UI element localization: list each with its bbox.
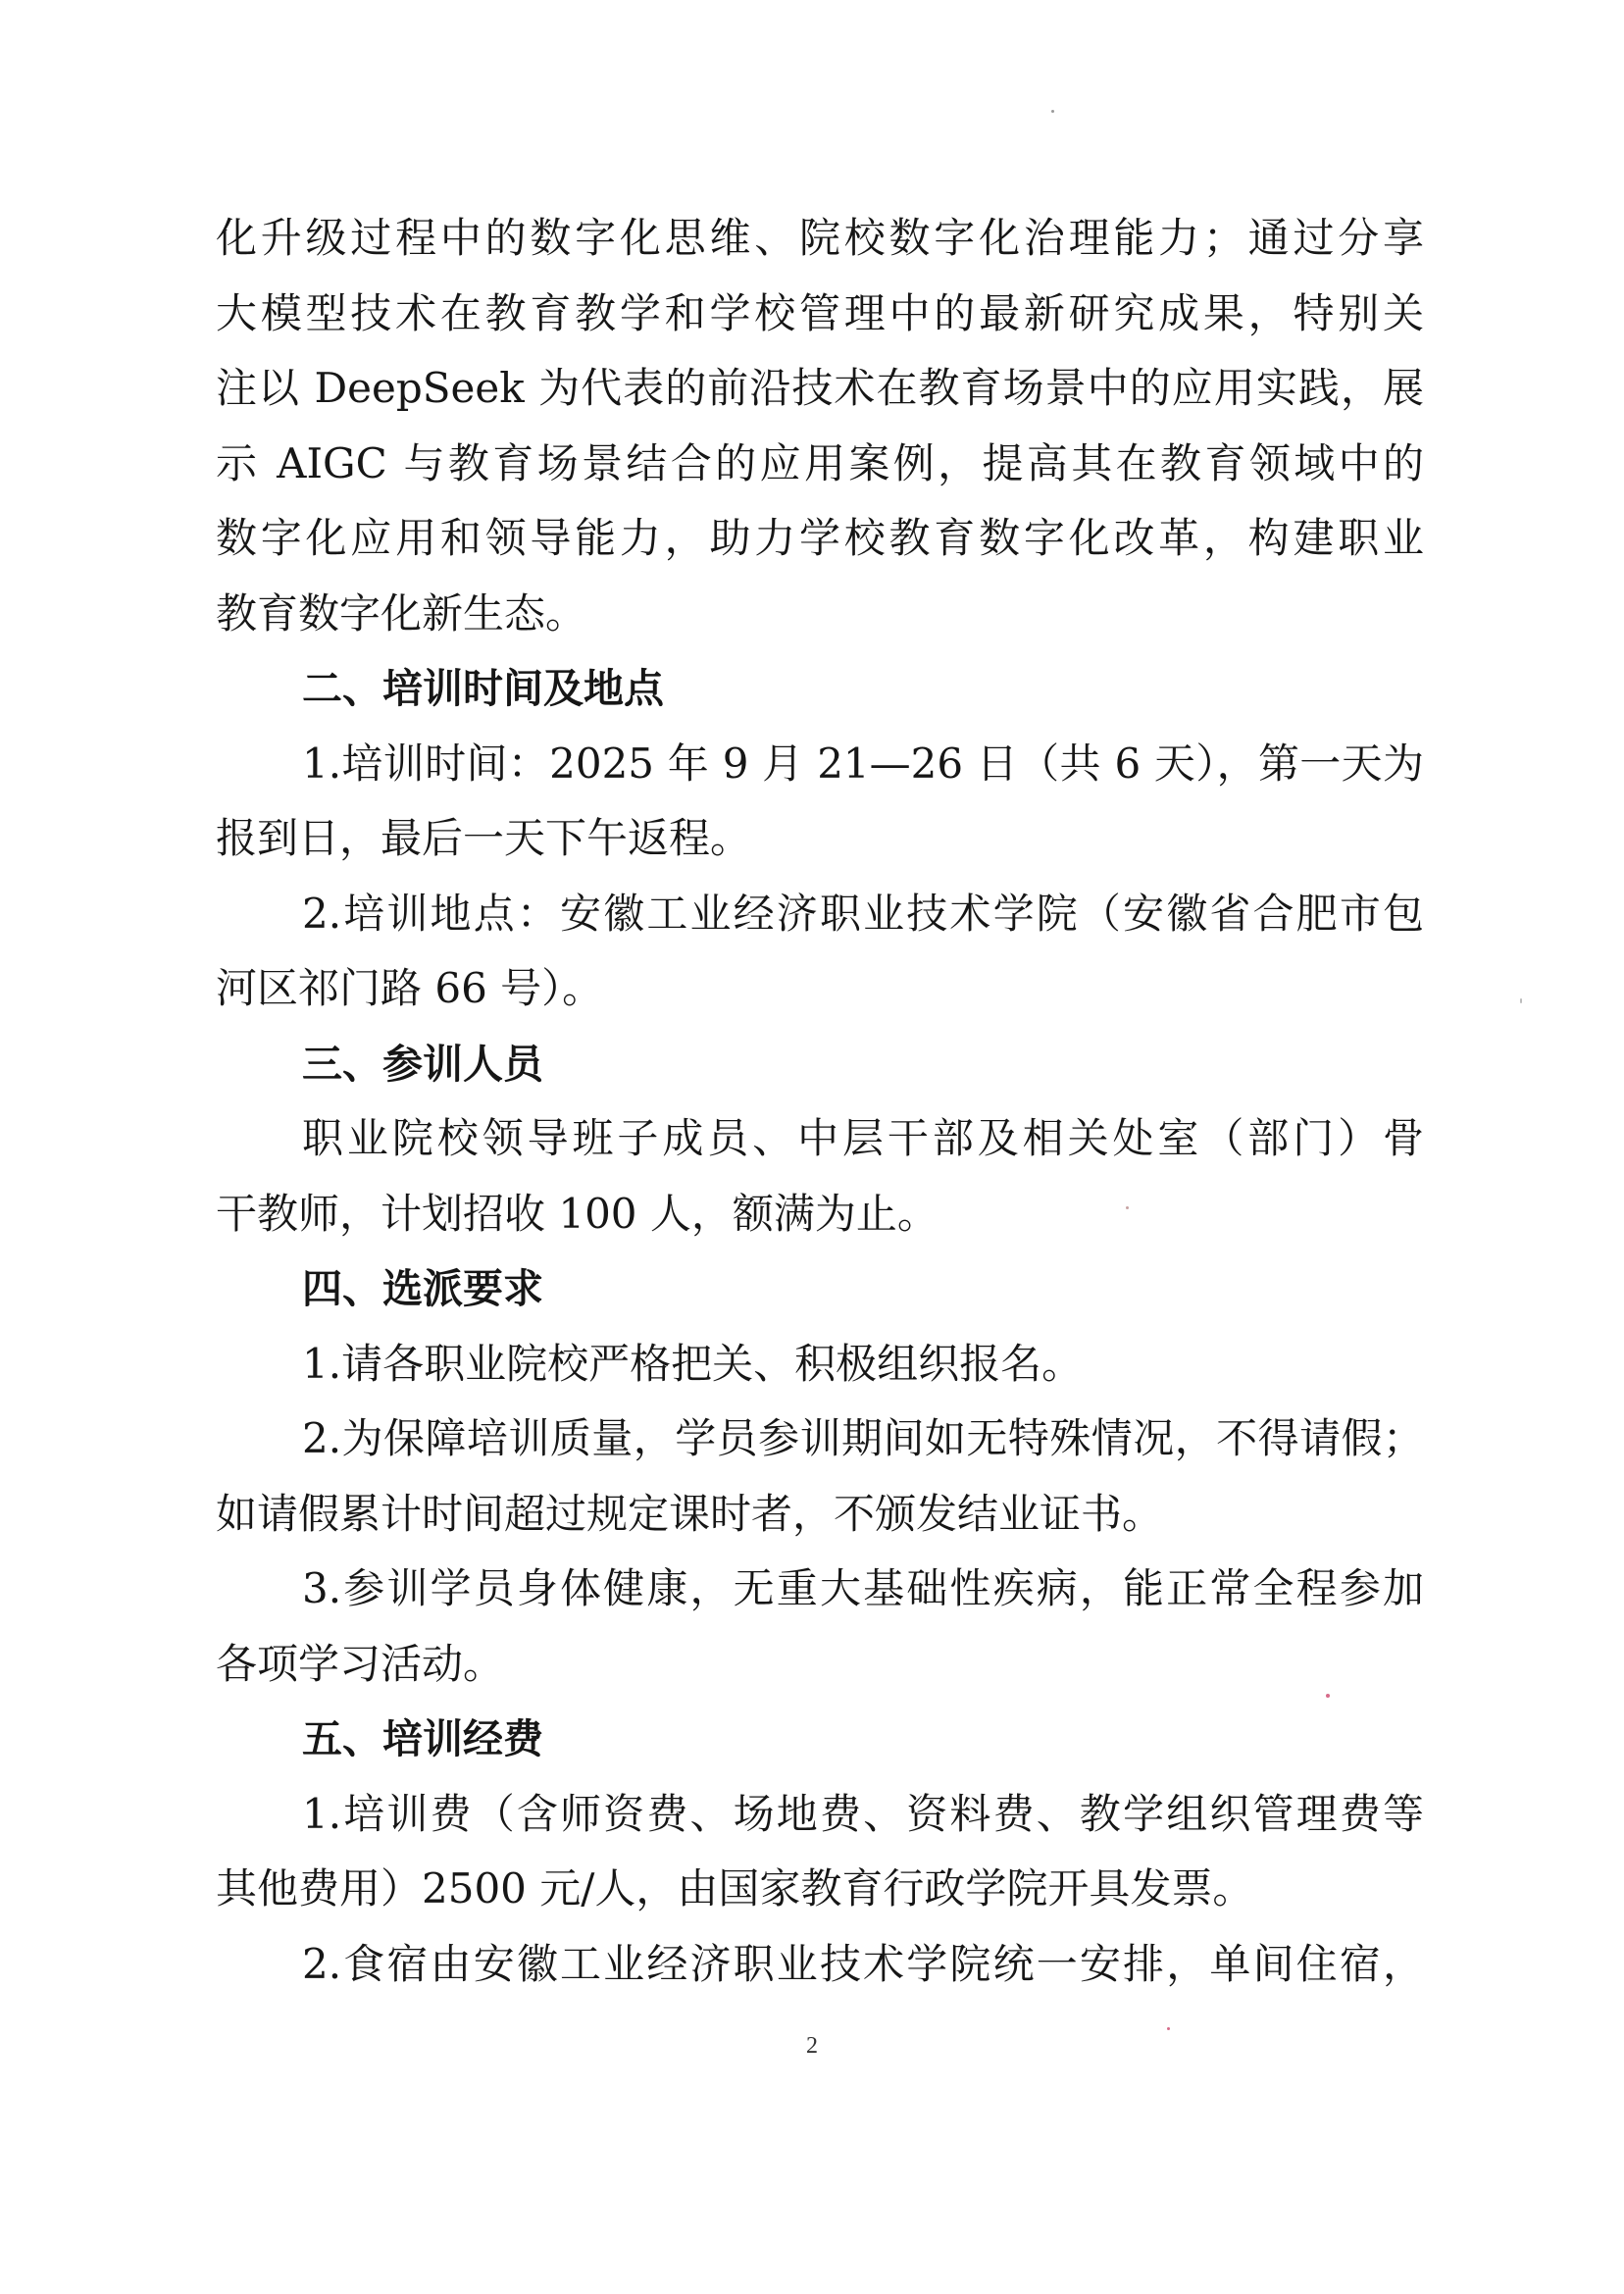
scan-speck	[1051, 110, 1054, 113]
body-line: 1.培训时间：2025 年 9 月 21—26 日（共 6 天），第一天为	[302, 739, 1424, 788]
page-number: 2	[806, 2033, 818, 2059]
body-line: 1.请各职业院校严格把关、积极组织报名。	[302, 1339, 1084, 1388]
body-line: 报到日，最后一天下午返程。	[216, 814, 752, 862]
body-line: 数字化应用和领导能力，助力学校教育数字化改革，构建职业	[216, 514, 1424, 562]
section-heading: 五、培训经费	[302, 1715, 543, 1762]
body-line: 2.培训地点：安徽工业经济职业技术学院（安徽省合肥市包	[302, 889, 1424, 938]
scan-speck	[1126, 1206, 1129, 1209]
body-line: 河区祁门路 66 号）。	[216, 964, 604, 1012]
body-line: 注以 DeepSeek 为代表的前沿技术在教育场景中的应用实践，展	[216, 364, 1424, 412]
scan-speck	[1520, 998, 1522, 1003]
body-line: 职业院校领导班子成员、中层干部及相关处室（部门）骨	[302, 1114, 1424, 1162]
body-line: 干教师，计划招收 100 人，额满为止。	[216, 1189, 939, 1238]
body-line: 如请假累计时间超过规定课时者，不颁发结业证书。	[216, 1489, 1164, 1538]
body-line: 2.为保障培训质量，学员参训期间如无特殊情况，不得请假；	[302, 1414, 1424, 1462]
section-heading: 二、培训时间及地点	[302, 665, 664, 712]
body-line: 教育数字化新生态。	[216, 588, 587, 637]
body-line: 各项学习活动。	[216, 1639, 505, 1688]
body-line: 大模型技术在教育教学和学校管理中的最新研究成果，特别关	[216, 288, 1424, 337]
body-line: 2.食宿由安徽工业经济职业技术学院统一安排，单间住宿，	[302, 1939, 1424, 1988]
body-line: 3.参训学员身体健康，无重大基础性疾病，能正常全程参加	[302, 1564, 1424, 1612]
section-heading: 三、参训人员	[302, 1040, 543, 1088]
body-line: 1.培训费（含师资费、场地费、资料费、教学组织管理费等	[302, 1789, 1424, 1838]
body-line: 化升级过程中的数字化思维、院校数字化治理能力；通过分享	[216, 214, 1424, 262]
section-heading: 四、选派要求	[302, 1265, 543, 1312]
body-line: 其他费用）2500 元/人，由国家教育行政学院开具发票。	[216, 1864, 1254, 1912]
body-line: 示 AIGC 与教育场景结合的应用案例，提高其在教育领域中的	[216, 438, 1424, 487]
body-text	[216, 201, 1424, 2002]
scan-speck	[1326, 1694, 1330, 1698]
scan-speck	[1167, 2027, 1170, 2030]
